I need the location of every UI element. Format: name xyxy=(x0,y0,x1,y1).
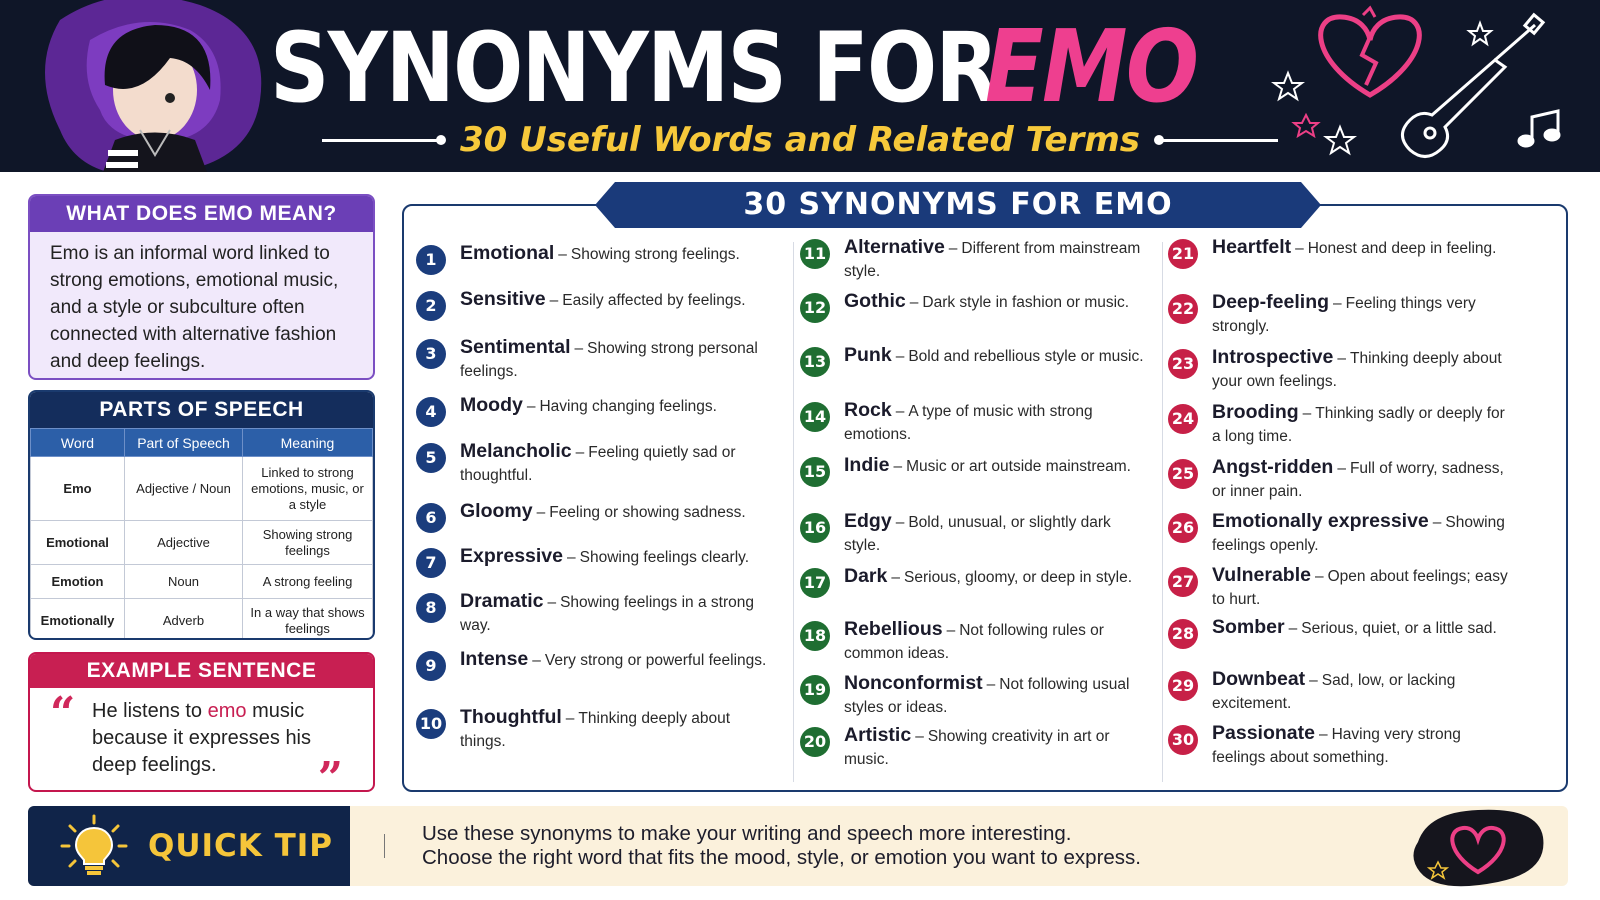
synonym-text xyxy=(460,242,770,266)
table-row xyxy=(31,599,373,641)
synonym-word: Dramatic xyxy=(460,590,544,612)
synonym-word: Downbeat xyxy=(1212,668,1306,690)
synonym-text xyxy=(1212,291,1512,338)
synonym-definition: Thinking deeply about your own feelings. xyxy=(1212,350,1502,390)
number-badge: 18 xyxy=(800,621,830,651)
dash-separator: – xyxy=(1295,240,1304,257)
synonym-word: Rebellious xyxy=(844,618,943,640)
table-cell-meaning: Linked to strong emotions, music, or a style xyxy=(243,457,373,521)
synonym-definition: Feeling quietly sad or thoughtful. xyxy=(460,444,736,484)
column-divider xyxy=(793,242,794,782)
synonym-definition: Feeling or showing sadness. xyxy=(549,504,746,521)
dash-separator: – xyxy=(948,240,958,257)
table-cell-word: Emotion xyxy=(31,565,125,599)
synonym-word: Brooding xyxy=(1212,401,1299,423)
number-badge: 17 xyxy=(800,568,830,598)
synonym-definition: Very strong or powerful feelings. xyxy=(544,652,767,669)
quick-tip-line-2: Choose the right word that fits the mood, style, or emotion you want to express. xyxy=(422,846,1142,869)
example-highlight: emo xyxy=(207,700,247,722)
table-cell-pos: Adjective xyxy=(125,521,243,565)
synonym-definition: Showing creativity in art or music. xyxy=(844,728,1110,768)
synonym-word: Melancholic xyxy=(460,440,572,462)
synonym-text xyxy=(1212,456,1512,503)
number-badge: 19 xyxy=(800,675,830,705)
synonym-definition: Easily affected by feelings. xyxy=(562,292,746,309)
dash-separator: – xyxy=(1337,350,1346,367)
table-cell-word: Emotionally xyxy=(31,599,125,641)
dash-separator: – xyxy=(549,292,559,309)
synonym-definition: Thinking deeply about things. xyxy=(460,710,731,750)
column-header: Word xyxy=(31,429,125,457)
header-banner xyxy=(0,0,1600,172)
table-cell-word: Emotional xyxy=(31,521,125,565)
synonym-definition: Sad, low, or lacking excitement. xyxy=(1212,672,1456,712)
dash-separator: – xyxy=(895,348,905,365)
dash-separator: – xyxy=(1314,568,1324,585)
synonym-text xyxy=(1212,564,1512,611)
synonym-definition: Having very strong feelings about something. xyxy=(1212,726,1461,766)
table-row xyxy=(31,457,373,521)
synonym-word: Artistic xyxy=(844,724,912,746)
synonym-text xyxy=(844,672,1144,719)
synonym-word: Passionate xyxy=(1212,722,1315,744)
synonym-definition: Honest and deep in feeling. xyxy=(1307,240,1497,257)
synonym-text xyxy=(1212,346,1512,393)
synonym-word: Emotionally expressive xyxy=(1212,510,1429,532)
synonym-word: Nonconformist xyxy=(844,672,983,694)
quick-tip-label: QUICK TIP xyxy=(148,828,334,864)
number-badge: 22 xyxy=(1168,294,1198,324)
synonym-definition: Having changing feelings. xyxy=(539,398,717,415)
number-badge: 25 xyxy=(1168,459,1198,489)
number-badge: 30 xyxy=(1168,725,1198,755)
meaning-panel xyxy=(28,194,375,380)
synonym-word: Somber xyxy=(1212,616,1285,638)
synonyms-banner xyxy=(595,182,1321,228)
number-badge: 24 xyxy=(1168,404,1198,434)
synonym-definition: Not following usual styles or ideas. xyxy=(844,676,1130,716)
dash-separator: – xyxy=(893,458,903,475)
heart-brush-icon xyxy=(1408,802,1548,890)
broken-heart-icon xyxy=(1321,8,1420,95)
table-cell-meaning: Showing strong feelings xyxy=(243,521,373,565)
subtitle-divider-right xyxy=(1158,139,1278,142)
example-text-after: music because it expresses his deep feelings. xyxy=(92,700,312,776)
synonym-text xyxy=(844,399,1144,446)
synonym-definition: Music or art outside mainstream. xyxy=(906,458,1131,475)
synonym-definition: Serious, gloomy, or deep in style. xyxy=(904,569,1133,586)
column-header: Part of Speech xyxy=(125,429,243,457)
synonym-text xyxy=(1212,722,1512,769)
dash-separator: – xyxy=(895,403,905,420)
example-sentence xyxy=(30,688,373,792)
close-quote-icon: ” xyxy=(317,753,343,792)
synonym-text xyxy=(844,510,1144,557)
number-badge: 1 xyxy=(416,245,446,275)
synonym-text xyxy=(460,288,770,312)
synonym-text xyxy=(1212,236,1512,260)
synonym-word: Introspective xyxy=(1212,346,1334,368)
synonym-definition: Showing feelings clearly. xyxy=(579,549,750,566)
example-text-before: He listens to xyxy=(92,700,208,722)
synonym-definition: Feeling things very strongly. xyxy=(1212,295,1476,335)
table-cell-word: Emo xyxy=(31,457,125,521)
table-cell-pos: Noun xyxy=(125,565,243,599)
dash-separator: – xyxy=(1302,405,1312,422)
synonym-word: Rock xyxy=(844,399,892,421)
number-badge: 26 xyxy=(1168,513,1198,543)
number-badge: 27 xyxy=(1168,567,1198,597)
dash-separator: – xyxy=(1318,726,1328,743)
number-badge: 29 xyxy=(1168,671,1198,701)
dash-separator: – xyxy=(895,514,905,531)
number-badge: 20 xyxy=(800,727,830,757)
dash-separator: – xyxy=(575,444,585,461)
number-badge: 5 xyxy=(416,443,446,473)
dash-separator: – xyxy=(909,294,919,311)
table-cell-meaning: In a way that shows feelings xyxy=(243,599,373,641)
dash-separator: – xyxy=(567,549,576,566)
table-row xyxy=(31,521,373,565)
synonym-word: Emotional xyxy=(460,242,555,264)
quick-tip-label-box xyxy=(28,806,350,886)
number-badge: 6 xyxy=(416,503,446,533)
synonym-text xyxy=(460,440,770,487)
dash-separator: – xyxy=(1309,672,1318,689)
dash-separator: – xyxy=(1333,295,1342,312)
subtitle-row xyxy=(300,118,1300,162)
table-header-row xyxy=(31,429,373,457)
synonym-word: Moody xyxy=(460,394,523,416)
synonym-definition: Not following rules or common ideas. xyxy=(844,622,1104,662)
synonym-text xyxy=(844,454,1144,478)
dash-separator: – xyxy=(547,594,557,611)
lightbulb-icon xyxy=(56,814,132,878)
synonym-definition: Thinking sadly or deeply for a long time. xyxy=(1212,405,1505,445)
synonym-word: Gothic xyxy=(844,290,906,312)
dash-separator: – xyxy=(1432,514,1442,531)
open-quote-icon: “ xyxy=(50,688,76,739)
number-badge: 8 xyxy=(416,593,446,623)
dash-separator: – xyxy=(565,710,575,727)
synonym-definition: Different from mainstream style. xyxy=(844,240,1141,280)
number-badge: 3 xyxy=(416,339,446,369)
number-badge: 4 xyxy=(416,397,446,427)
page-title xyxy=(270,8,1232,125)
dash-separator: – xyxy=(891,569,900,586)
table-cell-pos: Adjective / Noun xyxy=(125,457,243,521)
synonym-text xyxy=(460,394,770,418)
synonym-word: Sensitive xyxy=(460,288,546,310)
dash-separator: – xyxy=(532,652,541,669)
column-header: Meaning xyxy=(243,429,373,457)
synonym-word: Deep-feeling xyxy=(1212,291,1330,313)
synonym-text xyxy=(460,545,770,569)
parts-of-speech-panel xyxy=(28,390,375,640)
table-row xyxy=(31,565,373,599)
synonym-word: Dark xyxy=(844,565,888,587)
header-decorations xyxy=(1270,5,1600,170)
synonym-word: Expressive xyxy=(460,545,563,567)
synonym-definition: Serious, quiet, or a little sad. xyxy=(1301,620,1497,637)
table-cell-pos: Adverb xyxy=(125,599,243,641)
dash-separator: – xyxy=(574,340,584,357)
subtitle-divider-left xyxy=(322,139,442,142)
synonym-definition: Bold and rebellious style or music. xyxy=(908,348,1144,365)
synonym-word: Angst-ridden xyxy=(1212,456,1334,478)
dash-separator: – xyxy=(915,728,924,745)
synonym-word: Edgy xyxy=(844,510,892,532)
table-cell-meaning: A strong feeling xyxy=(243,565,373,599)
synonym-text xyxy=(460,336,770,383)
synonym-word: Vulnerable xyxy=(1212,564,1311,586)
emo-character-illustration xyxy=(20,0,270,172)
number-badge: 10 xyxy=(416,709,446,739)
synonym-definition: A type of music with strong emotions. xyxy=(844,403,1093,443)
quick-tip-text xyxy=(422,822,1141,870)
synonym-definition: Dark style in fashion or music. xyxy=(922,294,1130,311)
number-badge: 16 xyxy=(800,513,830,543)
synonym-word: Intense xyxy=(460,648,529,670)
meaning-heading: WHAT DOES EMO MEAN? xyxy=(30,196,373,232)
synonym-text xyxy=(460,500,770,524)
dash-separator: – xyxy=(1288,620,1298,637)
synonym-text xyxy=(844,724,1144,771)
synonym-definition: Showing feelings in a strong way. xyxy=(460,594,754,634)
title-accent: EMO xyxy=(985,8,1198,125)
synonym-word: Punk xyxy=(844,344,892,366)
number-badge: 9 xyxy=(416,651,446,681)
synonym-text xyxy=(460,590,770,637)
synonym-text xyxy=(844,290,1144,314)
synonym-text xyxy=(460,706,770,753)
synonym-word: Thoughtful xyxy=(460,706,562,728)
synonym-word: Indie xyxy=(844,454,890,476)
synonym-text xyxy=(460,648,770,672)
number-badge: 13 xyxy=(800,347,830,377)
music-note-icon xyxy=(1519,111,1559,146)
dash-separator: – xyxy=(558,246,567,263)
synonym-text xyxy=(1212,668,1512,715)
quick-tip-line-1: Use these synonyms to make your writing and speech more interesting. xyxy=(422,822,1072,845)
synonym-text xyxy=(844,236,1144,283)
title-main: SYNONYMS FOR xyxy=(270,12,998,124)
synonym-word: Alternative xyxy=(844,236,945,258)
meaning-text: Emo is an informal word linked to strong emotions, emotional music, and a style or subculture often connected with alternative fashion and deep feelings. xyxy=(50,243,339,372)
synonym-word: Sentimental xyxy=(460,336,571,358)
dash-separator: – xyxy=(536,504,546,521)
number-badge: 28 xyxy=(1168,619,1198,649)
synonym-text xyxy=(844,618,1144,665)
synonym-definition: Full of worry, sadness, or inner pain. xyxy=(1212,460,1504,500)
synonym-word: Gloomy xyxy=(460,500,533,522)
number-badge: 21 xyxy=(1168,239,1198,269)
parts-of-speech-table xyxy=(30,428,373,640)
parts-of-speech-heading: PARTS OF SPEECH xyxy=(30,392,373,428)
synonym-definition: Showing strong personal feelings. xyxy=(460,340,758,380)
synonym-definition: Showing strong feelings. xyxy=(570,246,740,263)
dash-separator: – xyxy=(526,398,536,415)
column-divider xyxy=(1162,242,1163,782)
number-badge: 14 xyxy=(800,402,830,432)
dash-separator: – xyxy=(946,622,956,639)
synonym-text xyxy=(1212,510,1512,557)
subtitle: 30 Useful Words and Related Terms xyxy=(460,120,1140,160)
number-badge: 12 xyxy=(800,293,830,323)
number-badge: 15 xyxy=(800,457,830,487)
example-panel xyxy=(28,652,375,792)
synonyms-title: 30 SYNONYMS FOR EMO xyxy=(743,187,1173,222)
number-badge: 11 xyxy=(800,239,830,269)
tip-separator xyxy=(384,834,385,858)
synonym-definition: Bold, unusual, or slightly dark style. xyxy=(844,514,1111,554)
dash-separator: – xyxy=(986,676,996,693)
synonym-text xyxy=(1212,616,1512,640)
synonym-text xyxy=(844,344,1144,368)
number-badge: 2 xyxy=(416,291,446,321)
synonym-text xyxy=(1212,401,1512,448)
quick-tip-bar xyxy=(28,806,1568,886)
number-badge: 7 xyxy=(416,548,446,578)
dash-separator: – xyxy=(1337,460,1346,477)
synonym-word: Heartfelt xyxy=(1212,236,1292,258)
example-heading: EXAMPLE SENTENCE xyxy=(30,654,373,688)
synonym-definition: Showing feelings openly. xyxy=(1212,514,1505,554)
synonym-definition: Open about feelings; easy to hurt. xyxy=(1212,568,1508,608)
number-badge: 23 xyxy=(1168,349,1198,379)
synonym-text xyxy=(844,565,1144,589)
